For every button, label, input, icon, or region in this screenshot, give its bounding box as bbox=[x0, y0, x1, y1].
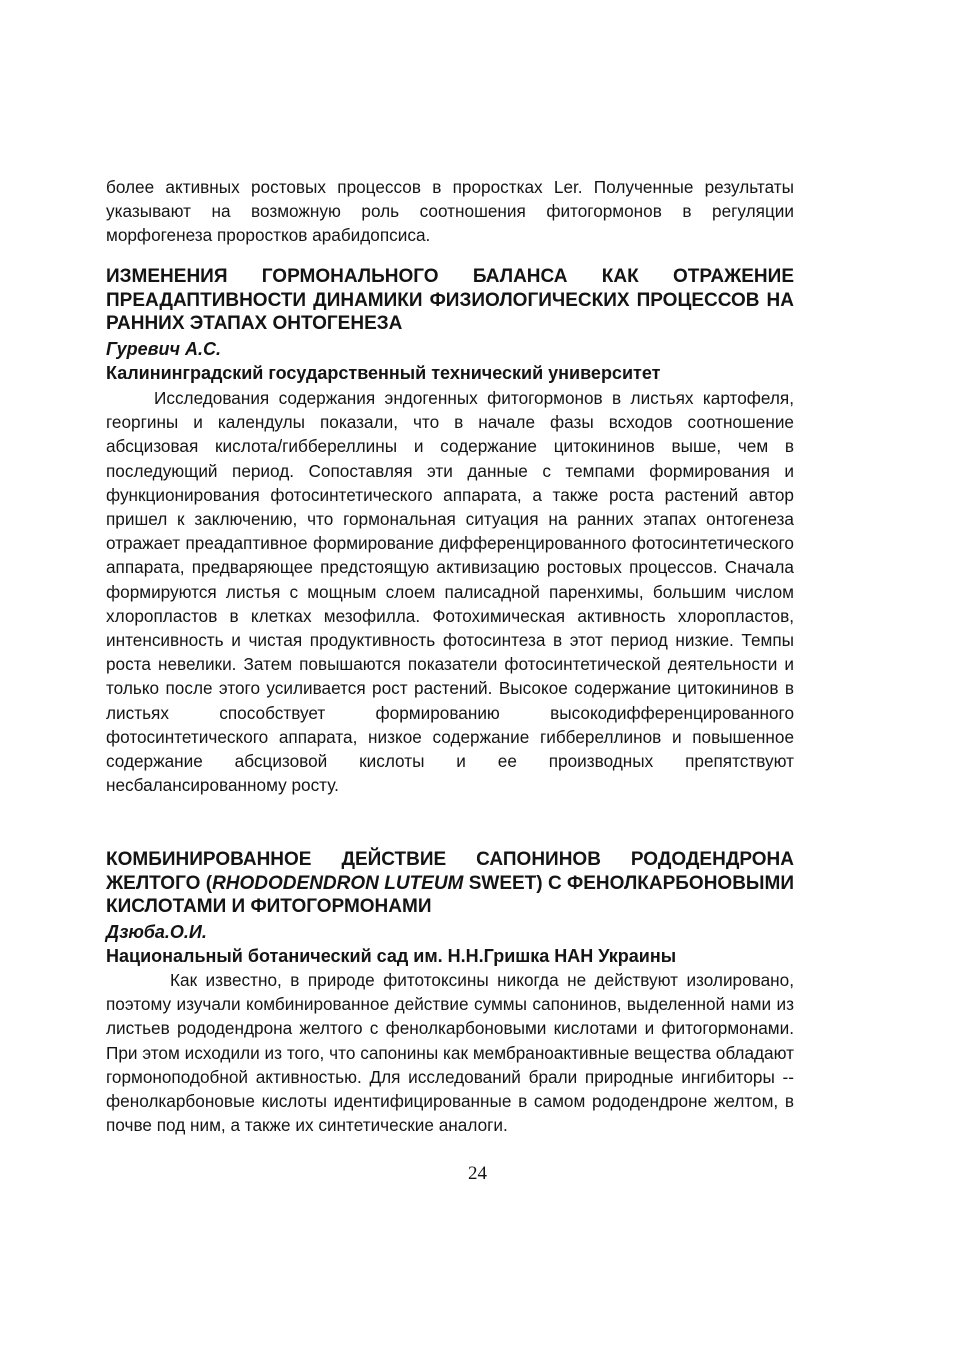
article-2-title-part1: КОМБИНИРОВАННОЕ ДЕЙСТВИЕ САПОНИНОВ РОДОДЕНДРОНА ЖЕЛТОГО ( bbox=[106, 849, 794, 894]
page-number: 24 bbox=[468, 1163, 487, 1184]
article-1-affiliation: Калининградский государственный технический университет bbox=[106, 363, 661, 383]
article-2-author: Дзюба.О.И. bbox=[106, 922, 207, 942]
article-2-affiliation: Национальный ботанический сад им. Н.Н.Гришка НАН Украины bbox=[106, 946, 677, 966]
article-2-title-part2: SWEET) С ФЕНОЛКАРБОНОВЫМИ КИСЛОТАМИ И ФИТОГОРМОНАМИ bbox=[106, 872, 795, 917]
intro-paragraph: более активных ростовых процессов в проростках Ler. Полученные результаты указывают на возможную роль соотношения фитогормонов в регуляции морфогенеза проростков арабидопсиса. bbox=[106, 177, 794, 246]
article-1-title: ИЗМЕНЕНИЯ ГОРМОНАЛЬНОГО БАЛАНСА КАК ОТРАЖЕНИЕ ПРЕАДАПТИВНОСТИ ДИНАМИКИ ФИЗИОЛОГИЧЕСКИХ ПРОЦЕССОВ НА РАННИХ ЭТАПАХ ОНТОГЕНЕЗА bbox=[106, 266, 794, 334]
article-1-body: Исследования содержания эндогенных фитогормонов в листьях картофеля, георгины и календулы показали, что в начале фазы всходов соотношение абсцизовая кислота/гиббереллины и содержание цитокининов выше, чем в последующий период. Сопоставляя эти данные с темпами формирования и функционирования фотосинтетического аппарата, а также роста растений автор пришел к заключению, что гормональная ситуация на ранних этапах онтогенеза отражает преадаптивное формирование дифференцированного фотосинтетического аппарата, предваряющее предстоящую активизацию ростовых процессов. Сначала формируются листья с мощным слоем палисадной паренхимы, большим числом хлоропластов в клетках мезофилла. Фотохимическая активность хлоропластов, интенсивность и чистая продуктивность фотосинтеза в этот период низкие. Темпы роста невелики. Затем повышаются показатели фотосинтетической деятельности и только после этого усиливается рост растений. Высокое содержание цитокининов в листьях способствует формированию высокодифференцированного фотосинтетического аппарата, низкое содержание гиббереллинов и повышенное содержание абсцизовой кислоты и ее производных препятствуют несбалансированному росту. bbox=[106, 388, 794, 796]
article-2-title-latin: RHODODENDRON LUTEUM bbox=[212, 872, 464, 894]
article-2-body: Как известно, в природе фитотоксины никогда не действуют изолировано, поэтому изучали комбинированное действие суммы сапонинов, выделенной нами из листьев рододендрона желтого с фенолкарбоновыми кислотами и фитогормонами. При этом исходили из того, что сапонины как мембраноактивные вещества обладают гормоноподобной активностью. Для исследований брали природные ингибиторы --фенолкарбоновые кислоты идентифицированные в самом рододендроне желтом, в почве под ним, а также их синтетические аналоги. bbox=[106, 970, 794, 1136]
article-1-author: Гуревич А.С. bbox=[106, 339, 221, 359]
article-2-title bbox=[106, 848, 794, 919]
